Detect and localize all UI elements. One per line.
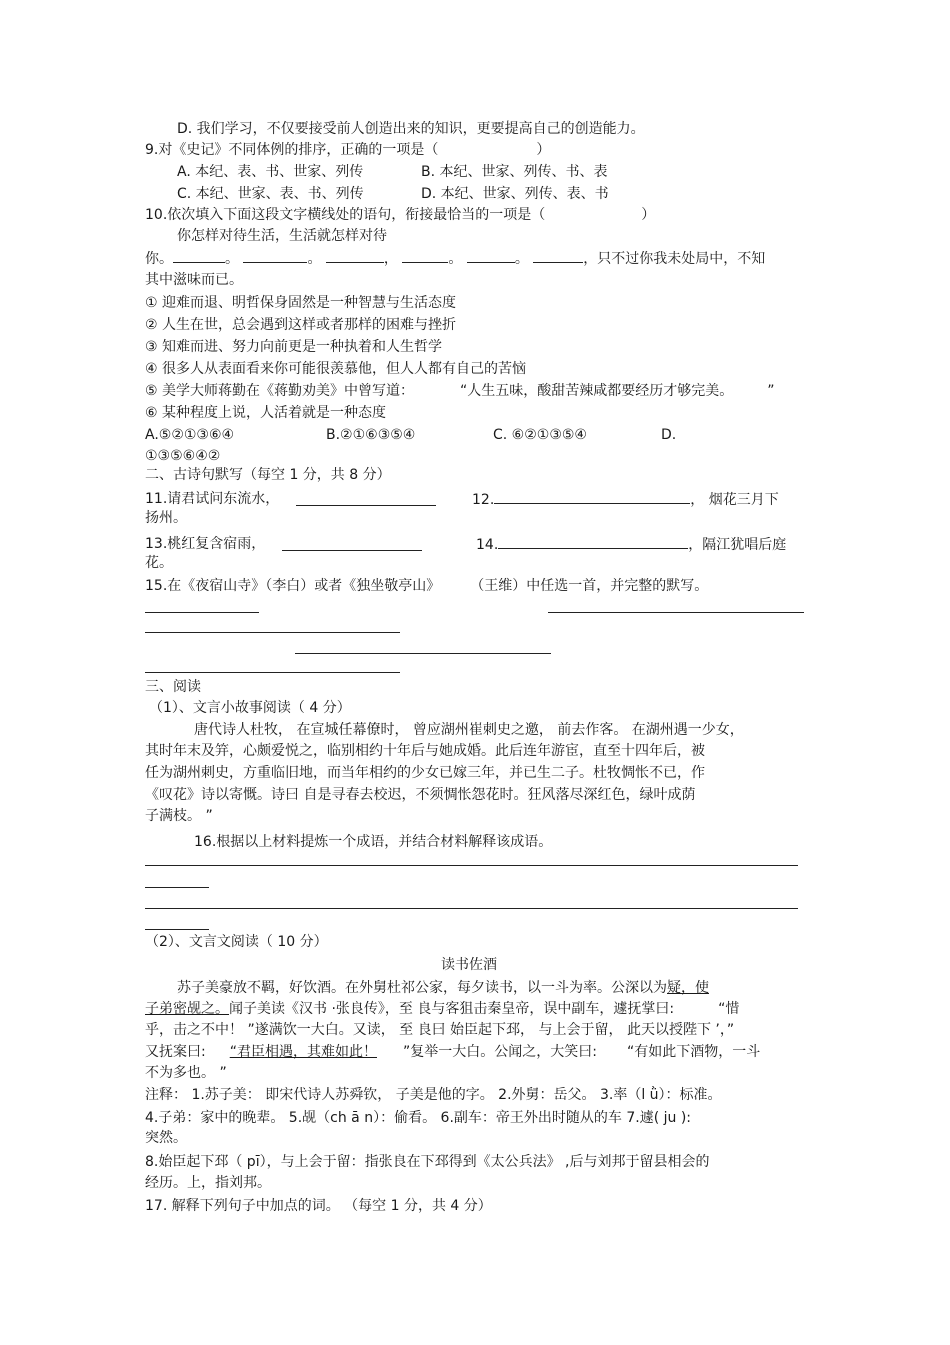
q10-item-5: ⑤ 美学大师蒋勤在《蒋勤劝美》中曾写道： “人生五味，酸甜苦辣咸都要经历才够完美。 ”: [145, 383, 775, 399]
q13-answer-line[interactable]: [282, 550, 422, 551]
q10-option-d-cont: ①③⑤⑥④②: [145, 448, 221, 464]
q15-answer-line[interactable]: [145, 632, 400, 633]
story-line: 其时年末及笄，心颇爱悦之，临别相约十年后与她成婚。此后连年游宦，直至十四年后，被: [145, 743, 705, 759]
q9-option-b: B. 本纪、世家、列传、书、表: [421, 164, 608, 180]
q12-answer-line[interactable]: [494, 489, 690, 504]
q15-answer-line[interactable]: [295, 653, 551, 654]
q16-answer-line[interactable]: [145, 865, 798, 866]
q10-item-6: ⑥ 某种程度上说，人活着就是一种态度: [145, 405, 386, 421]
q14-cont: 花。: [145, 555, 173, 571]
q10-item-3: ③ 知难而进、努力向前更是一种执着和人生哲学: [145, 339, 442, 355]
q15: 15.在《夜宿山寺》（李白）或者《独坐敬亭山》 （王维）中任选一首，并完整的默写。: [145, 578, 709, 594]
note-line: 注释： 1.苏子美： 即宋代诗人苏舜钦， 子美是他的字。 2.外舅：岳父。 3.率（l ǜ）：标准。: [145, 1087, 722, 1103]
q9-option-c: C. 本纪、世家、表、书、列传: [177, 186, 364, 202]
q11-answer-line[interactable]: [296, 505, 436, 506]
passage-line: 苏子美豪放不羁，好饮酒。在外舅杜祁公家，每夕读书，以一斗为率。公深以为疑，使: [177, 980, 709, 996]
q14: 14. ，隔江犹唱后庭: [476, 534, 786, 555]
q10-item-2: ② 人生在世，总会遇到这样或者那样的困难与挫折: [145, 317, 456, 333]
story-line: 唐代诗人杜牧， 在宣城任幕僚时， 曾应湖州崔刺史之邀， 前去作客。 在湖州遇一少女，: [194, 722, 744, 738]
q10-option-d: D.: [661, 427, 677, 443]
note-line: 经历。上，指刘邦。: [145, 1175, 271, 1191]
story-line: 任为湖州刺史，方重临旧地，而当年相约的少女已嫁三年，并已生二子。杜牧惆怅不已，作: [145, 765, 705, 781]
part2-title: （2）、文言文阅读（ 10 分）: [145, 934, 328, 950]
q9-option-a: A. 本纪、表、书、世家、列传: [177, 164, 364, 180]
q17: 17. 解释下列句子中加点的词。 （每空 1 分，共 4 分）: [145, 1198, 492, 1214]
answer-blank[interactable]: [533, 248, 583, 263]
q10-option-b: B.②①⑥③⑤④: [326, 427, 416, 443]
q10-stem: 10.依次填入下面这段文字横线处的语句，衔接最恰当的一项是（ ）: [145, 207, 656, 223]
q10-line2: 你。 。 。 ， 。 。 ，只不过你我未处局中，不知: [145, 248, 765, 269]
note-line: 4.子弟：家中的晚辈。 5.觇（ch ā n）：偷看。 6.副车：帝王外出时随从的车 7.遽( ju ):: [145, 1110, 692, 1126]
q16-answer-line[interactable]: [145, 887, 209, 888]
story-line: 子满枝。 ”: [145, 808, 213, 824]
q12-cont: 扬州。: [145, 510, 187, 526]
note-line: 突然。: [145, 1130, 187, 1146]
q10-item-4: ④ 很多人从表面看来你可能很羡慕他，但人人都有自己的苦恼: [145, 361, 526, 377]
passage-line: 又抚案曰: “君臣相遇，其难如此！ ”复举一大白。公闻之，大笑曰: “有如此下酒物，一斗: [145, 1044, 761, 1060]
part1-title: （1）、文言小故事阅读（ 4 分）: [149, 700, 351, 716]
q10-item-1: ① 迎难而退、明哲保身固然是一种智慧与生活态度: [145, 295, 456, 311]
passage-title: 读书佐酒: [441, 957, 497, 973]
q15-answer-line[interactable]: [145, 612, 259, 613]
passage-line: 乎，击之不中！ ”遂满饮一大白。又读， 至 良曰 始臣起下邳， 与上会于留， 此天以授陛下 ’，”: [145, 1022, 735, 1038]
q8-option-d: D. 我们学习，不仅要接受前人创造出来的知识，更要提高自己的创造能力。: [177, 121, 645, 137]
story-line: 《叹花》诗以寄慨。诗曰 自是寻春去校迟，不须惆怅怨花时。狂风落尽深红色，绿叶成荫: [145, 787, 696, 803]
q12: 12. ， 烟花三月下: [472, 489, 779, 510]
passage-line: 不为多也。 ”: [145, 1065, 227, 1081]
q16-answer-line[interactable]: [145, 929, 209, 930]
q13: 13.桃红复含宿雨，: [145, 536, 266, 552]
q16: 16.根据以上材料提炼一个成语，并结合材料解释该成语。: [194, 834, 553, 850]
q11: 11.请君试问东流水，: [145, 491, 280, 507]
section3-title: 三、阅读: [145, 679, 201, 695]
q9-option-d: D. 本纪、世家、列传、表、书: [421, 186, 609, 202]
answer-blank[interactable]: [467, 248, 515, 263]
answer-blank[interactable]: [326, 248, 384, 263]
answer-blank[interactable]: [402, 248, 448, 263]
q10-option-a: A.⑤②①③⑥④: [145, 427, 235, 443]
q16-answer-line[interactable]: [145, 908, 798, 909]
q10-line3: 其中滋味而已。: [145, 272, 243, 288]
q9-stem: 9.对《史记》不同体例的排序，正确的一项是（ ）: [145, 142, 551, 158]
answer-blank[interactable]: [173, 248, 225, 263]
passage-line: 子弟密觇之。闻子美读《汉书 ·张良传》，至 良与客狙击秦皇帝，误中副车，遽抚掌曰: “惜: [145, 1001, 740, 1017]
q15-answer-line[interactable]: [548, 612, 804, 613]
q14-answer-line[interactable]: [498, 534, 688, 549]
q10-line1: 你怎样对待生活，生活就怎样对待: [177, 228, 387, 244]
q15-answer-line[interactable]: [145, 672, 400, 673]
section2-title: 二、古诗句默写（每空 1 分，共 8 分）: [145, 467, 391, 483]
q10-option-c: C. ⑥②①③⑤④: [493, 427, 587, 443]
answer-blank[interactable]: [243, 248, 307, 263]
note-line: 8.始臣起下邳（ pī），与上会于留：指张良在下邳得到《太公兵法》 ,后与刘邦于留县相会的: [145, 1154, 710, 1170]
